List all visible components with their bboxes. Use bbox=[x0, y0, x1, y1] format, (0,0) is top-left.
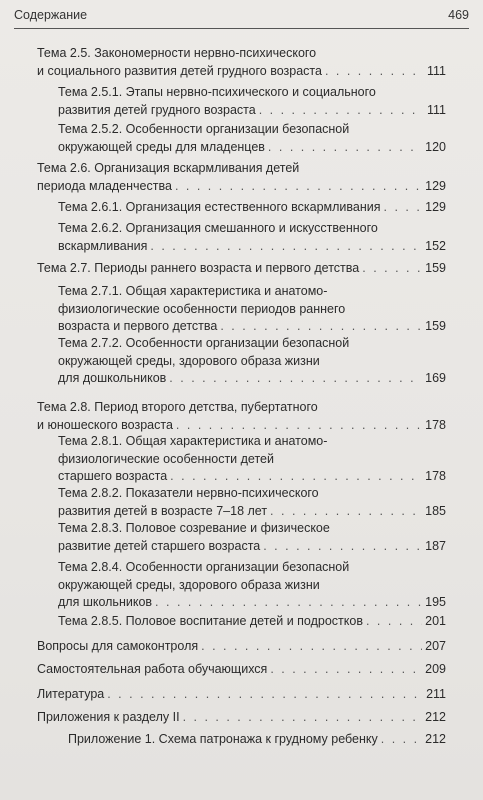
toc-entry-text: вскармливания bbox=[58, 238, 148, 253]
toc-entry[interactable] bbox=[58, 485, 446, 520]
toc-entry-text: и юношеского возраста bbox=[37, 417, 173, 432]
toc-entry-text: развития детей в возрасте 7–18 лет bbox=[58, 503, 268, 518]
toc-page-number: 129 bbox=[425, 200, 446, 214]
dot-leader bbox=[268, 139, 422, 157]
toc-entry-text: Самостоятельная работа обучающихся bbox=[37, 662, 268, 676]
toc-page-number: 111 bbox=[426, 63, 446, 78]
toc-entry-text: для дошкольников bbox=[58, 371, 167, 385]
toc-page-number: 159 bbox=[425, 261, 446, 275]
toc-page-number: 211 bbox=[426, 687, 446, 701]
toc-entry[interactable] bbox=[58, 559, 446, 612]
running-header bbox=[14, 8, 469, 22]
toc-entry[interactable] bbox=[37, 686, 446, 704]
toc-page-number: 207 bbox=[425, 639, 446, 653]
toc-entry-text: физиологические особенности детей bbox=[58, 451, 274, 466]
toc-entry[interactable] bbox=[37, 399, 446, 434]
dot-leader bbox=[384, 199, 423, 217]
toc-entry-text: Тема 2.8.4. Особенности организации безопасной bbox=[58, 560, 350, 574]
toc-entry-text: развития детей грудного возраста bbox=[58, 102, 256, 117]
toc-entry[interactable] bbox=[58, 433, 446, 486]
toc-entry-text: Тема 2.6.2. Организация смешанного и искусственного bbox=[58, 221, 378, 235]
toc-entry-text: Тема 2.8.2. Показатели нервно-психического bbox=[58, 486, 319, 500]
toc-page-number: 185 bbox=[425, 503, 446, 518]
dot-leader bbox=[263, 538, 422, 556]
toc-entry[interactable] bbox=[37, 661, 446, 679]
toc-page-number: 111 bbox=[426, 102, 446, 117]
dot-leader bbox=[220, 318, 422, 336]
toc-entry[interactable] bbox=[37, 160, 446, 195]
dot-leader bbox=[270, 503, 422, 521]
toc-entry-text: Тема 2.6. Организация вскармливания детей bbox=[37, 161, 300, 175]
dot-leader bbox=[170, 468, 422, 486]
toc-entry-text: Вопросы для самоконтроля bbox=[37, 639, 199, 653]
toc-entry[interactable] bbox=[58, 220, 446, 255]
toc-page-number: 212 bbox=[425, 732, 446, 746]
toc-entry-text: Тема 2.7.1. Общая характеристика и анатомо- bbox=[58, 284, 328, 298]
toc-entry-text: старшего возраста bbox=[58, 469, 168, 483]
toc-entry[interactable] bbox=[58, 520, 446, 555]
toc-page-number: 201 bbox=[425, 614, 446, 628]
toc-entry-text: Литература bbox=[37, 687, 105, 701]
toc-entry[interactable] bbox=[37, 709, 446, 727]
toc-entry-text: физиологические особенности периодов раннего bbox=[58, 301, 346, 316]
toc-entry[interactable] bbox=[58, 335, 446, 388]
toc-entry[interactable] bbox=[58, 283, 446, 336]
dot-leader bbox=[183, 709, 423, 727]
toc-entry[interactable] bbox=[58, 199, 446, 217]
dot-leader bbox=[270, 661, 422, 679]
dot-leader bbox=[175, 178, 422, 196]
dot-leader bbox=[169, 370, 422, 388]
toc-entry[interactable] bbox=[37, 45, 446, 80]
toc-page-number: 209 bbox=[425, 662, 446, 676]
toc-page-number: 129 bbox=[425, 178, 446, 193]
dot-leader bbox=[259, 102, 424, 120]
toc-entry-text: Тема 2.8. Период второго детства, пубертатного bbox=[37, 400, 318, 414]
toc-entry-text: и социального развития детей грудного возраста bbox=[37, 63, 322, 78]
toc-entry-text: окружающей среды, здорового образа жизни bbox=[58, 577, 320, 592]
toc-entry-text: Приложения к разделу II bbox=[37, 710, 180, 724]
dot-leader bbox=[107, 686, 423, 704]
toc-entry[interactable] bbox=[58, 84, 446, 119]
dot-leader bbox=[362, 260, 422, 278]
toc-entry[interactable] bbox=[58, 613, 446, 631]
header-title: Содержание bbox=[14, 8, 88, 22]
dot-leader bbox=[325, 63, 424, 81]
toc-entry-text: окружающей среды для младенцев bbox=[58, 139, 265, 154]
toc-entry-text: Приложение 1. Схема патронажа к грудному ребенку bbox=[68, 732, 378, 746]
dot-leader bbox=[155, 594, 422, 612]
toc-entry-text: Тема 2.8.3. Половое созревание и физическое bbox=[58, 521, 330, 535]
toc-page-number: 187 bbox=[425, 538, 446, 553]
toc-page-number: 169 bbox=[425, 371, 446, 385]
toc-entry-text: Тема 2.5. Закономерности нервно-психического bbox=[37, 46, 317, 60]
dot-leader bbox=[201, 638, 422, 656]
toc-page-number: 178 bbox=[425, 417, 446, 432]
toc-entry[interactable] bbox=[58, 121, 446, 156]
toc-entry[interactable] bbox=[37, 260, 446, 278]
toc-entry-text: Тема 2.6.1. Организация естественного вскармливания bbox=[58, 200, 381, 214]
dot-leader bbox=[366, 613, 422, 631]
header-rule bbox=[14, 28, 469, 29]
toc-page-number: 212 bbox=[425, 710, 446, 724]
toc-page-number: 195 bbox=[425, 595, 446, 609]
toc-page-number: 120 bbox=[425, 139, 446, 154]
dot-leader bbox=[381, 731, 422, 749]
toc-page-number: 152 bbox=[425, 238, 446, 253]
header-page-number: 469 bbox=[448, 8, 469, 22]
toc-entry-text: Тема 2.5.2. Особенности организации безопасной bbox=[58, 122, 350, 136]
toc-page-number: 178 bbox=[425, 469, 446, 483]
toc-entry-text: окружающей среды, здорового образа жизни bbox=[58, 353, 320, 368]
toc-entry-text: Тема 2.7.2. Особенности организации безопасной bbox=[58, 336, 350, 350]
toc-entry-text: Тема 2.8.5. Половое воспитание детей и подростков bbox=[58, 614, 363, 628]
toc-entry-text: Тема 2.5.1. Этапы нервно-психического и социального bbox=[58, 85, 376, 99]
toc-entry-text: Тема 2.7. Периоды раннего возраста и первого детства bbox=[37, 261, 360, 275]
toc-entry[interactable] bbox=[37, 638, 446, 656]
toc-entry[interactable] bbox=[68, 731, 446, 749]
toc-entry-text: Тема 2.8.1. Общая характеристика и анатомо- bbox=[58, 434, 328, 448]
toc-entry-text: для школьников bbox=[58, 595, 153, 609]
dot-leader bbox=[176, 417, 422, 435]
toc-page-number: 159 bbox=[425, 319, 446, 333]
toc-entry-text: возраста и первого детства bbox=[58, 319, 218, 333]
dot-leader bbox=[150, 238, 422, 256]
toc-entry-text: развитие детей старшего возраста bbox=[58, 538, 261, 553]
toc-entry-text: периода младенчества bbox=[37, 178, 172, 193]
